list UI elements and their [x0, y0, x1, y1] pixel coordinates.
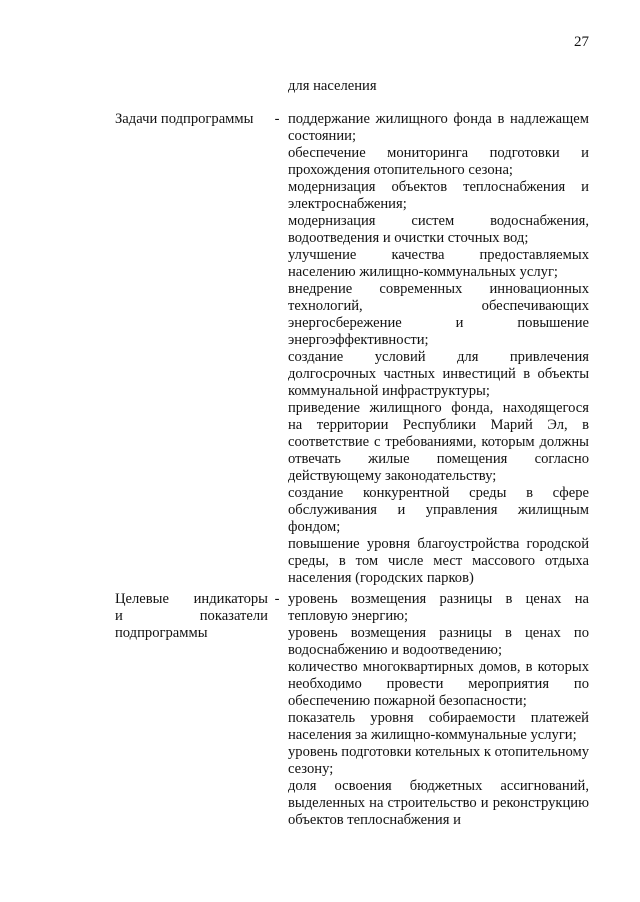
indicators-dash: - [274, 591, 280, 607]
task-item: улучшение качества предоставляемых населению жилищно-коммунальных услуг; [288, 247, 589, 280]
task-item: внедрение современных инновационных технологий, обеспечивающих энергосбережение и повышение энергоэффективности; [288, 281, 589, 348]
indicators-label-line: подпрограммы [115, 625, 208, 641]
indicators-label-line: Целевые индикаторы [115, 591, 268, 607]
task-item: поддержание жилищного фонда в надлежащем состоянии; [288, 111, 589, 144]
indicator-item: количество многоквартирных домов, в которых необходимо провести мероприятия по обеспечению пожарной безопасности; [288, 659, 589, 709]
indicators-label [115, 591, 268, 642]
page-number: 27 [574, 34, 589, 50]
tasks-dash: - [274, 111, 280, 127]
indicator-item: показатель уровня собираемости платежей населения за жилищно-коммунальные услуги; [288, 710, 589, 743]
indicators-label-line: и показатели [115, 608, 268, 624]
indicator-item: уровень подготовки котельных к отопительному сезону; [288, 744, 589, 777]
indicators-list [288, 591, 589, 829]
indicator-item: доля освоения бюджетных ассигнований, выделенных на строительство и реконструкцию объектов теплоснабжения и [288, 778, 589, 828]
task-item: создание условий для привлечения долгосрочных частных инвестиций в объекты коммунальной инфраструктуры; [288, 349, 589, 399]
task-item: повышение уровня благоустройства городской среды, в том числе мест массового отдыха населения (городских парков) [288, 536, 589, 586]
task-item: обеспечение мониторинга подготовки и прохождения отопительного сезона; [288, 145, 589, 178]
task-item: приведение жилищного фонда, находящегося на территории Республики Марий Эл, в соответствие с требованиями, которым должны отвечать жилые помещения согласно действующему законодательству; [288, 400, 589, 484]
indicator-item: уровень возмещения разницы в ценах на тепловую энергию; [288, 591, 589, 624]
tasks-label: Задачи подпрограммы [115, 111, 254, 127]
indicator-item: уровень возмещения разницы в ценах по водоснабжению и водоотведению; [288, 625, 589, 658]
continuation-text: для населения [288, 78, 377, 94]
task-item: модернизация систем водоснабжения, водоотведения и очистки сточных вод; [288, 213, 589, 246]
task-item: создание конкурентной среды в сфере обслуживания и управления жилищным фондом; [288, 485, 589, 535]
tasks-list [288, 111, 589, 587]
task-item: модернизация объектов теплоснабжения и электроснабжения; [288, 179, 589, 212]
